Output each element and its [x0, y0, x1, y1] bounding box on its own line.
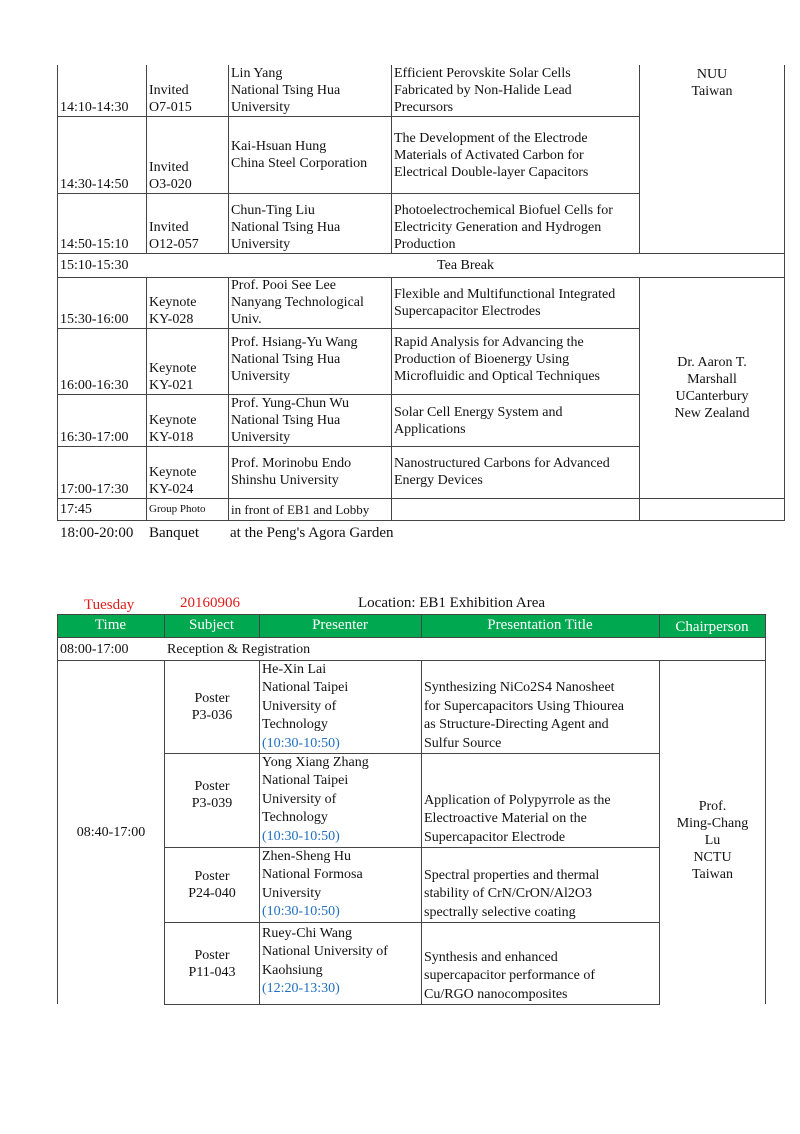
- presenter-cell: [229, 455, 391, 498]
- time-cell: [58, 499, 146, 520]
- subject-type: Keynote: [149, 465, 197, 480]
- subject-type: Poster: [194, 869, 230, 884]
- title-line: Materials of Activated Carbon for: [394, 147, 584, 163]
- title-cell: [392, 395, 639, 446]
- chairperson-cell: [640, 66, 784, 253]
- title-line: Energy Devices: [394, 473, 483, 488]
- presenter-affiliation: Technology: [262, 717, 328, 733]
- presenter-cell: [229, 334, 391, 394]
- presenter-name: Yong Xiang Zhang: [262, 755, 369, 770]
- subject-type: Invited: [149, 220, 189, 235]
- chair-line: Ming-Chang: [676, 816, 749, 831]
- subject-cell: [147, 278, 228, 328]
- presenter-affiliation: National Formosa: [262, 867, 363, 883]
- subject-cell: [165, 661, 259, 753]
- photo-location: in front of EB1 and Lobby: [231, 502, 370, 517]
- reception-cell: [165, 638, 765, 660]
- time-text: 16:30-17:00: [60, 430, 129, 445]
- presenter-cell: [229, 499, 391, 520]
- time-cell: [58, 395, 146, 446]
- title-line: Spectral properties and thermal: [424, 867, 600, 883]
- title-cell: [422, 754, 659, 847]
- presenter-affiliation: National Taipei: [262, 773, 349, 789]
- presenter-affiliation: University: [231, 100, 291, 115]
- subject-code: KY-028: [149, 312, 194, 327]
- presenter-cell: [260, 661, 421, 753]
- title-line: stability of CrN/CrON/Al2O3: [424, 886, 592, 902]
- title-line: Production of Bioenergy Using: [394, 352, 570, 367]
- reception-label: Reception & Registration: [167, 641, 311, 657]
- presenter-name: Ruey-Chi Wang: [262, 926, 352, 941]
- banquet-location: at the Peng's Agora Garden: [230, 525, 394, 541]
- title-cell: [392, 278, 639, 328]
- presenter-affiliation: University: [231, 430, 291, 445]
- title-line: Sulfur Source: [424, 735, 502, 751]
- title-line: Rapid Analysis for Advancing the: [394, 335, 584, 350]
- subject-cell: [165, 848, 259, 922]
- title-line: Nanostructured Carbons for Advanced: [394, 456, 610, 471]
- subject-code: KY-018: [149, 430, 194, 445]
- table-border: [164, 614, 165, 638]
- subject-type: Invited: [149, 160, 189, 175]
- title-line: Fabricated by Non-Halide Lead: [394, 83, 572, 98]
- presenter-name: Kai-Hsuan Hung: [231, 139, 327, 154]
- presenter-affiliation: Kaohsiung: [262, 962, 323, 978]
- chair-line: Lu: [704, 833, 721, 848]
- header-subject: Subject: [164, 614, 259, 638]
- time-text: 08:00-17:00: [60, 641, 129, 657]
- title-cell: [392, 117, 639, 193]
- time-text: 08:40-17:00: [76, 825, 146, 840]
- subject-code: KY-024: [149, 482, 194, 497]
- time-cell: [58, 254, 146, 277]
- presenter-affiliation: National Tsing Hua: [231, 352, 341, 367]
- title-cell: [422, 848, 659, 922]
- time-slot: (10:30-10:50): [262, 735, 340, 751]
- chair-line: UCanterbury: [675, 389, 749, 404]
- subject-cell: [147, 395, 228, 446]
- subject-code: P3-039: [191, 796, 233, 811]
- subject-code: O12-057: [149, 237, 199, 252]
- subject-cell: [147, 194, 228, 253]
- day-label: Tuesday: [84, 597, 135, 613]
- subject-cell: [165, 923, 259, 1004]
- tea-break-label: Tea Break: [437, 258, 494, 273]
- title-line: Photoelectrochemical Biofuel Cells for: [394, 203, 613, 218]
- time-slot: (10:30-10:50): [262, 828, 340, 844]
- chair-line: New Zealand: [674, 406, 750, 421]
- presenter-name: Prof. Pooi See Lee: [231, 278, 336, 293]
- time-text: 15:30-16:00: [60, 312, 129, 327]
- presenter-affiliation: National Tsing Hua: [231, 413, 341, 428]
- presenter-affiliation: Nanyang Technological: [231, 295, 364, 310]
- chair-line: Taiwan: [691, 867, 733, 882]
- title-cell: [392, 194, 639, 253]
- presenter-cell: [229, 66, 391, 116]
- title-line: for Supercapacitors Using Thiourea: [424, 698, 624, 714]
- title-line: Electricity Generation and Hydrogen: [394, 220, 602, 235]
- time-text: 15:10-15:30: [60, 258, 129, 273]
- banquet-label: Banquet: [149, 525, 199, 541]
- presenter-affiliation: National University of: [262, 944, 388, 960]
- chair-line: NUU: [696, 67, 728, 82]
- presenter-name: He-Xin Lai: [262, 662, 327, 677]
- subject-code: O7-015: [149, 100, 192, 115]
- presenter-cell: [260, 848, 421, 922]
- table-border: [784, 65, 785, 521]
- subject-type: Keynote: [149, 413, 197, 428]
- time-cell: [58, 194, 146, 253]
- location-label: Location: EB1 Exhibition Area: [358, 595, 546, 611]
- table-border: [164, 1004, 659, 1005]
- time-cell: [58, 66, 146, 116]
- time-cell: [58, 329, 146, 394]
- header-presenter: Presenter: [259, 614, 421, 638]
- presenter-affiliation: University: [231, 369, 291, 384]
- title-line: Production: [394, 237, 456, 252]
- title-line: Applications: [394, 421, 466, 437]
- presenter-affiliation: Shinshu University: [231, 473, 339, 488]
- date-label: 20160906: [180, 595, 240, 611]
- presenter-affiliation: University: [262, 885, 322, 901]
- title-line: Supercapacitor Electrodes: [394, 304, 541, 319]
- time-cell: [58, 447, 146, 498]
- title-line: Electrical Double-layer Capacitors: [394, 164, 589, 180]
- chair-line: Marshall: [687, 372, 737, 387]
- presenter-name: Chun-Ting Liu: [231, 203, 315, 218]
- presenter-cell: [229, 117, 391, 193]
- title-line: Synthesizing NiCo2S4 Nanosheet: [424, 680, 615, 696]
- subject-type: Poster: [194, 691, 230, 706]
- presenter-affiliation: National Taipei: [262, 680, 349, 696]
- presenter-cell: [229, 194, 391, 253]
- presenter-cell: [260, 754, 421, 847]
- subject-type: Invited: [149, 83, 189, 98]
- title-line: as Structure-Directing Agent and: [424, 717, 609, 733]
- table-border: [765, 614, 766, 1004]
- presenter-name: Zhen-Sheng Hu: [262, 849, 352, 864]
- time-cell: [58, 117, 146, 193]
- presenter-cell: [229, 395, 391, 446]
- presenter-affiliation: National Tsing Hua: [231, 220, 341, 235]
- table-border: [259, 614, 260, 638]
- title-cell: [392, 455, 639, 498]
- time-text: 14:30-14:50: [60, 177, 129, 192]
- subject-code: P11-043: [188, 964, 236, 980]
- subject-cell: [147, 447, 228, 498]
- subject-cell: [147, 329, 228, 394]
- title-line: Solar Cell Energy System and: [394, 404, 563, 420]
- chairperson-cell: [660, 798, 765, 898]
- title-cell: [422, 923, 659, 1004]
- time-slot: (10:30-10:50): [262, 904, 340, 920]
- subject-type: Poster: [194, 947, 230, 963]
- chair-line: NCTU: [693, 850, 732, 865]
- time-text: 17:45: [60, 502, 92, 517]
- time-text: 16:00-16:30: [60, 378, 129, 393]
- subject-cell: [147, 499, 228, 520]
- header-time: Time: [57, 614, 164, 638]
- presenter-affiliation: Technology: [262, 810, 328, 826]
- table-border: [421, 614, 422, 638]
- time-slot: (12:20-13:30): [262, 981, 340, 997]
- subject-code: KY-021: [149, 378, 194, 393]
- title-cell: [392, 66, 639, 116]
- banquet-time: 18:00-20:00: [60, 525, 134, 541]
- presenter-affiliation: China Steel Corporation: [231, 156, 368, 171]
- presenter-affiliation: University of: [262, 791, 337, 807]
- subject-code: O3-020: [149, 177, 192, 192]
- title-line: The Development of the Electrode: [394, 130, 588, 146]
- title-cell: [422, 661, 659, 753]
- time-text: 14:50-15:10: [60, 237, 129, 252]
- chairperson-cell: [640, 278, 784, 498]
- header-chairperson: Chairperson: [659, 614, 765, 638]
- subject-type: Keynote: [149, 361, 197, 376]
- title-line: Supercapacitor Electrode: [424, 829, 566, 845]
- chair-line: Taiwan: [691, 84, 733, 99]
- chair-line: Dr. Aaron T.: [677, 355, 747, 370]
- table-border: [659, 614, 660, 638]
- time-cell: [58, 278, 146, 328]
- title-line: spectrally selective coating: [424, 904, 576, 920]
- subject-code: P3-036: [191, 708, 233, 723]
- presenter-name: Prof. Morinobu Endo: [231, 456, 352, 471]
- chair-line: Prof.: [698, 799, 727, 814]
- presenter-name: Lin Yang: [231, 66, 283, 81]
- subject-type: Group Photo: [149, 503, 206, 515]
- title-cell: [392, 334, 639, 394]
- title-line: Efficient Perovskite Solar Cells: [394, 66, 571, 81]
- presenter-name: Prof. Hsiang-Yu Wang: [231, 335, 358, 350]
- time-cell: [58, 661, 164, 1004]
- presenter-name: Prof. Yung-Chun Wu: [231, 396, 350, 411]
- presenter-cell: [229, 278, 391, 328]
- time-text: 17:00-17:30: [60, 482, 129, 497]
- subject-cell: [147, 117, 228, 193]
- title-line: Electroactive Material on the: [424, 811, 587, 827]
- time-cell: [58, 638, 164, 660]
- presenter-affiliation: National Tsing Hua: [231, 83, 341, 98]
- subject-code: P24-040: [188, 886, 236, 901]
- title-line: supercapacitor performance of: [424, 968, 596, 984]
- presenter-affiliation: Univ.: [231, 312, 262, 327]
- title-line: Flexible and Multifunctional Integrated: [394, 287, 616, 302]
- subject-cell: [165, 754, 259, 847]
- subject-type: Poster: [194, 779, 230, 794]
- title-line: Synthesis and enhanced: [424, 949, 558, 965]
- subject-cell: [147, 66, 228, 116]
- time-text: 14:10-14:30: [60, 100, 129, 115]
- presenter-affiliation: University of: [262, 698, 337, 714]
- title-line: Microfluidic and Optical Techniques: [394, 369, 600, 384]
- subject-type: Keynote: [149, 295, 197, 310]
- title-line: Application of Polypyrrole as the: [424, 792, 611, 808]
- tea-break-cell: [147, 254, 784, 277]
- table-border: [57, 520, 785, 521]
- title-line: Cu/RGO nanocomposites: [424, 986, 568, 1002]
- presenter-cell: [260, 925, 421, 1004]
- title-line: Precursors: [394, 100, 454, 115]
- presenter-affiliation: University: [231, 237, 291, 252]
- header-title: Presentation Title: [421, 614, 659, 638]
